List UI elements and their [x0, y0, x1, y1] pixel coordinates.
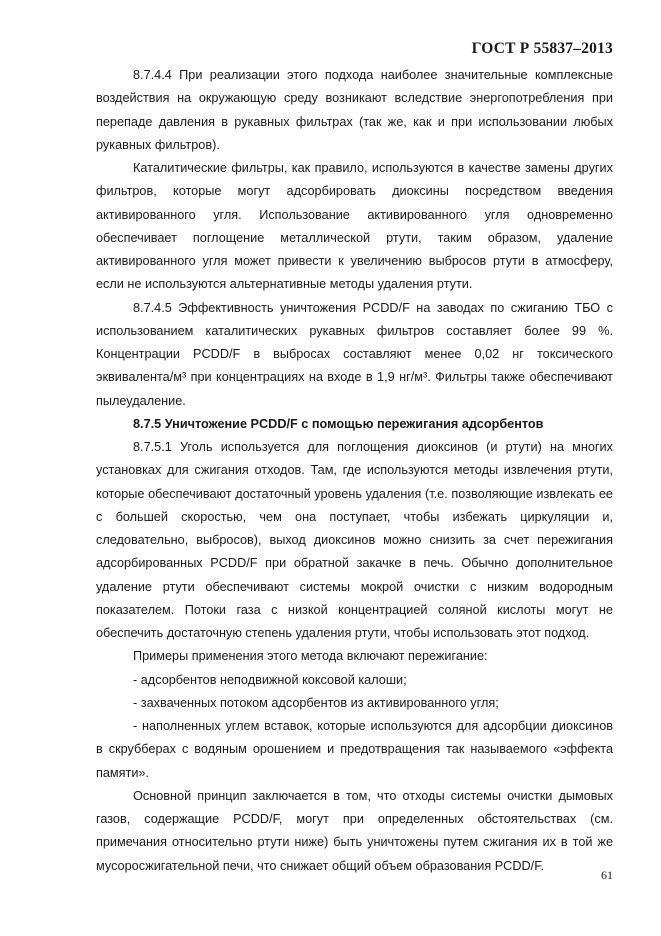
- paragraph-examples-intro: Примеры применения этого метода включают пережигание:: [133, 649, 488, 664]
- body-text: [96, 64, 613, 878]
- list-item: - адсорбентов неподвижной коксовой калоши;: [133, 672, 407, 687]
- paragraph-8-7-5-1: 8.7.5.1 Уголь используется для поглощения диоксинов (и ртути) на многих установках для сжигания отходов. Там, где используются методы извлечения ртути, которые обеспечивают достаточный уровень удаления (т.е. позволяющие извлекать ее с большей скоростью, чем она поступает, чтобы избежать циркуляции и, следовательно, выбросов), выход диоксинов можно снизить за счет пережигания адсорбированных PCDD/F при обратной закачке в печь. Обычно дополнительное удаление ртути обеспечивают системы мокрой очистки с низким водородным показателем. Потоки газа с низкой концентрацией соляной кислоты могут не обеспечить достаточную степень удаления ртути, чтобы использовать этот подход.: [96, 440, 613, 640]
- paragraph-catalytic-filters: Каталитические фильтры, как правило, используются в качестве замены других фильтров, которые могут адсорбировать диоксины посредством введения активированного угля. Использование активированного угля одновременно обеспечивает поглощение металлической ртути, таким образом, удаление активированного угля может привести к увеличению выбросов ртути в атмосферу, если не используются альтернативные методы удаления ртути.: [96, 161, 613, 292]
- document-code-header: ГОСТ Р 55837–2013: [471, 40, 613, 57]
- list-item: - наполненных углем вставок, которые используются для адсорбции диоксинов в скрубберах с водяным орошением и предотвращения так называемого «эффекта памяти».: [96, 719, 613, 780]
- paragraph-main-principle: Основной принцип заключается в том, что отходы системы очистки дымовых газов, содержащие PCDD/F, могут при определенных обстоятельствах (см. примечания относительно ртути ниже) быть уничтожены путем сжигания их в той же мусоросжигательной печи, что снижает общий объем образования PCDD/F.: [96, 788, 613, 873]
- paragraph-8-7-4-5: 8.7.4.5 Эффективность уничтожения PCDD/F на заводах по сжиганию ТБО с использованием каталитических рукавных фильтров составляет более 99 %. Концентрации PCDD/F в выбросах составляют менее 0,02 нг токсического эквивалента/м³ при концентрациях на входе в 1,9 нг/м³. Фильтры также обеспечивают пылеудаление.: [96, 300, 613, 408]
- paragraph-8-7-4-4: 8.7.4.4 При реализации этого подхода наиболее значительные комплексные воздействия на окружающую среду возникают вследствие энергопотребления при перепаде давления в рукавных фильтрах (так же, как и при использовании любых рукавных фильтров).: [96, 68, 613, 152]
- section-heading-8-7-5: 8.7.5 Уничтожение PCDD/F с помощью пережигания адсорбентов: [133, 416, 544, 431]
- page-number: 61: [601, 868, 613, 882]
- list-item: - захваченных потоком адсорбентов из активированного угля;: [133, 695, 499, 710]
